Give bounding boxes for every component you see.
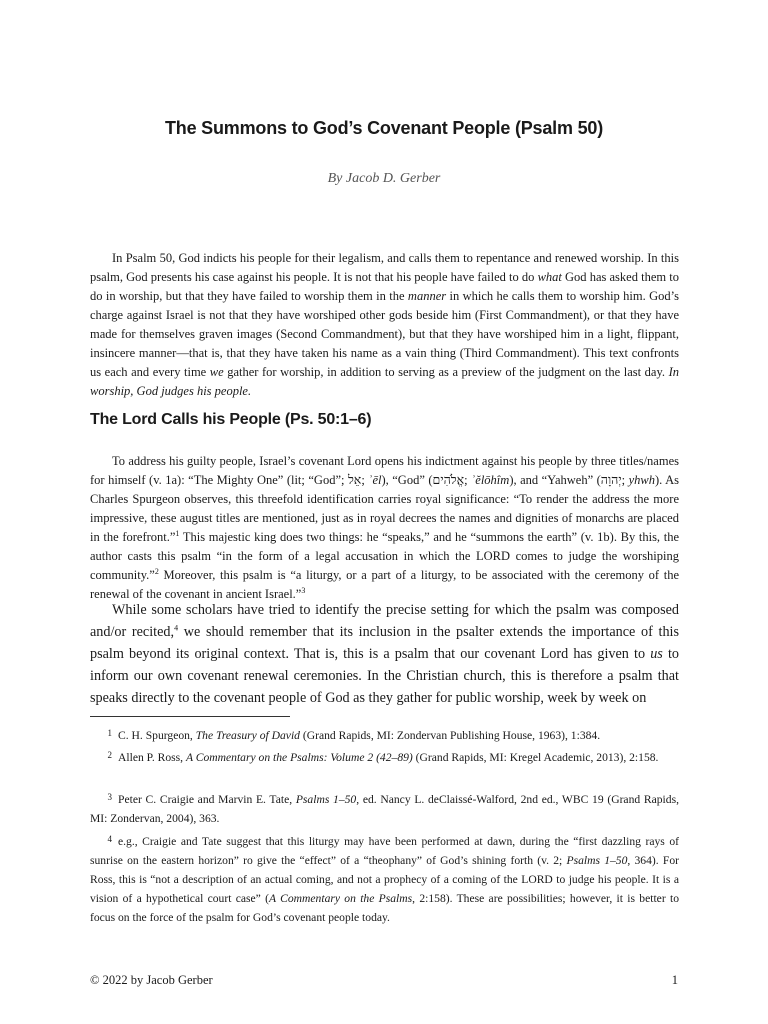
footer-copyright: © 2022 by Jacob Gerber	[90, 973, 213, 987]
intro-paragraph: In Psalm 50, God indicts his people for their legalism, and calls them to repentance and renewed worship. In this psalm, God presents his case against his people. It is not that his people have failed to do what God has asked them to do in worship, but that they have failed to worship them in the manner in which he calls them to worship him. God’s charge against Israel is not that they have worshiped other gods beside him (First Commandment), or that they have made for themselves graven images (Second Commandment), but that they have worshiped him in a light, flippant, insincere manner—that is, that they have taken his name as a vain thing (Third Commandment). This text confronts us each and every time we gather for worship, in addition to serving as a preview of the judgment on the last day. In worship, God judges his people.	[90, 251, 680, 398]
body-paragraph-1: To address his guilty people, Israel’s covenant Lord opens his indictment against his people by three titles/names for himself (v. 1a): “The Mighty One” (lit; “God”; אֵל; ʾēl), “God” (אֱלֹהִים; ʾĕlōhîm), and “Yahweh” (יְהוָה; yhwh). As Charles Spurgeon observes, this threefold identification carries royal significance: “To render the address the more impressive, these august titles are mentioned, just as in royal decrees the names and dignities of monarchs are placed in the forefront.”$^1$ This majestic king does two things: he “speaks,” and he “summons the earth” (v. 1b). By this, the author casts this psalm “in the form of a legal accusation in which the LORD comes to judge the worshiping community.”$^2$ Moreover, this psalm is “a liturgy, or a part of a liturgy, to be associated with the ceremony of the renewal of the covenant in ancient Israel.”$^3$	[90, 454, 679, 601]
footnote-ref-1: 1	[175, 528, 180, 538]
footnote-1: 1 C. H. Spurgeon, The Treasury of David (Grand Rapids, MI: Zondervan Publishing House, 1963), 1:384.	[107, 728, 601, 742]
body-paragraph-2: While some scholars have tried to identify the precise setting for which the psalm was composed and/or recited,$^4$ we should remember that its inclusion in the psalter extends the importance of this psalm beyond its original context. That is, this is a psalm that our covenant Lord has given to us to inform our own covenant renewal ceremonies. In the Christian church, this is therefore a psalm that speaks directly to the covenant people of God as they gather for public worship, week by week on	[90, 602, 679, 706]
footnote-3: 3 Peter C. Craigie and Marvin E. Tate, Psalms 1–50, ed. Nancy L. deClaissé-Walford, 2nd ed., WBC 19 (Grand Rapids, MI: Zondervan, 2004), 363.	[90, 792, 679, 825]
author-byline: By Jacob D. Gerber	[327, 171, 441, 186]
footnote-ref-4: 4	[174, 623, 179, 633]
footnote-ref-3: 3	[301, 585, 306, 595]
section-heading: The Lord Calls his People (Ps. 50:1–6)	[90, 411, 372, 428]
footnote-ref-2: 2	[154, 566, 159, 576]
footnote-2: 2 Allen P. Ross, A Commentary on the Psalms: Volume 2 (42–89) (Grand Rapids, MI: Kregel Academic, 2013), 2:158.	[107, 750, 659, 764]
document-title: The Summons to God’s Covenant People (Psalm 50)	[164, 118, 604, 138]
footnote-divider	[90, 716, 290, 717]
footnote-4: 4 e.g., Craigie and Tate suggest that this liturgy may have been performed at dawn, during the “first dazzling rays of sunrise on the eastern horizon” ro give the “effect” of a “theophany” of God’s shining forth (v. 2; Psalms 1–50, 364). For Ross, this is “not a description of an actual coming, and not a prophecy of a coming of the LORD to judge his people. It is a vision of a hypothetical court case” (A Commentary on the Psalms, 2:158). These are possibilities; however, it is better to focus on the force of the psalm for God’s covenant people today.	[90, 834, 679, 924]
page-number: 1	[671, 973, 678, 987]
